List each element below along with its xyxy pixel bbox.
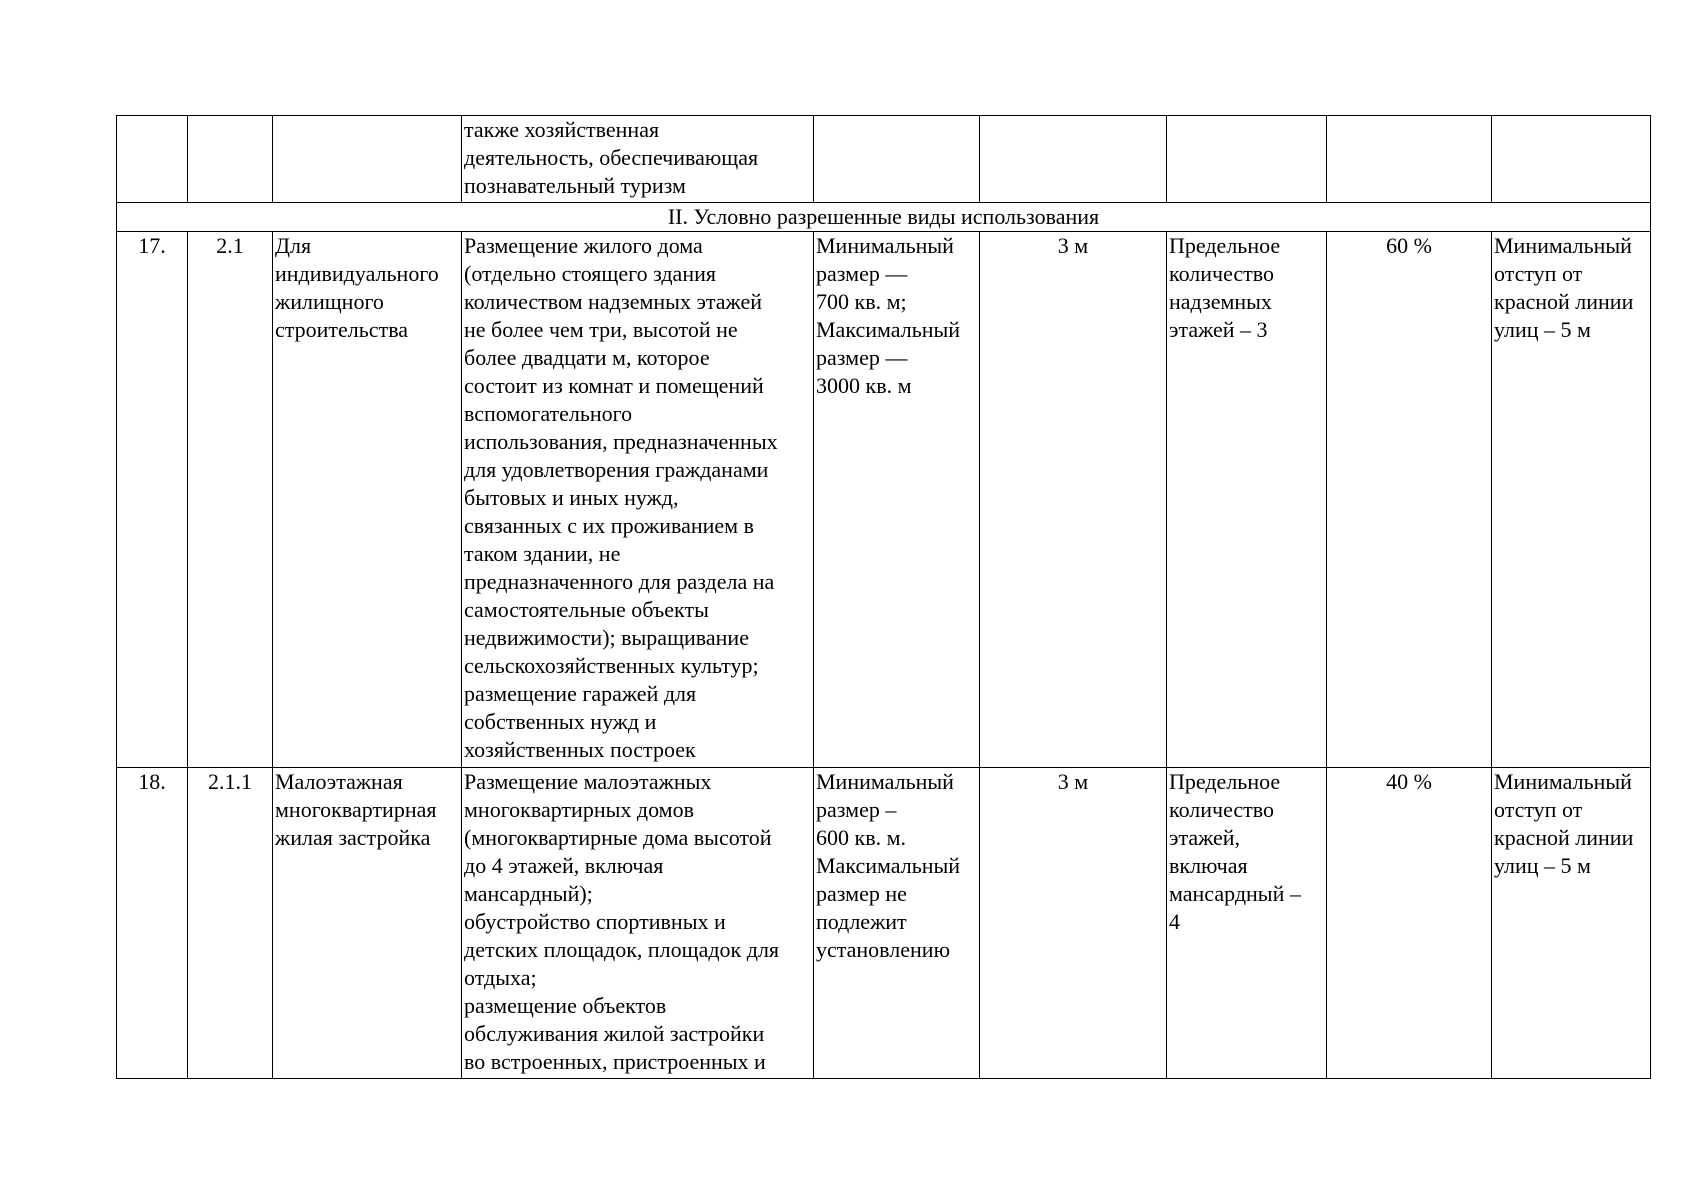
coverage-cell: 60 % [1327,232,1492,768]
row-number-cell: 17. [117,232,188,768]
other-cell: Минимальный отступ от красной линии улиц – 5 м [1492,232,1651,768]
coverage-cell: 40 % [1327,768,1492,1079]
name-cell: Для индивидуального жилищного строительства [273,232,462,768]
area-cell: Минимальный размер — 700 кв. м; Максимальный размер — 3000 кв. м [814,232,980,768]
code-cell: 2.1 [188,232,273,768]
description-cell: Размещение малоэтажных многоквартирных домов (многоквартирные дома высотой до 4 этажей, включая мансардный); обустройство спортивных и детских площадок, площадок для отдыха; размещение объектов обслуживания жилой застройки во встроенных, пристроенных и [462,768,814,1079]
floors-cell: Предельное количество этажей, включая мансардный – 4 [1167,768,1327,1079]
floors-cell: Предельное количество надземных этажей – 3 [1167,232,1327,768]
setback-cell: 3 м [980,232,1167,768]
continuation-row [117,116,1651,203]
description-cell: также хозяйственная деятельность, обеспечивающая познавательный туризм [462,116,814,203]
row-number-cell [117,116,188,203]
land-use-table [116,115,1651,1079]
coverage-cell [1327,116,1492,203]
description-cell: Размещение жилого дома (отдельно стоящего здания количеством надземных этажей не более чем три, высотой не более двадцати м, которое состоит из комнат и помещений вспомогательного использования, предназначенных для удовлетворения гражданами бытовых и иных нужд, связанных с их проживанием в таком здании, не предназначенного для раздела на самостоятельные объекты недвижимости); выращивание сельскохозяйственных культур; размещение гаражей для собственных нужд и хозяйственных построек [462,232,814,768]
row-number-cell: 18. [117,768,188,1079]
area-cell: Минимальный размер – 600 кв. м. Максимальный размер не подлежит установлению [814,768,980,1079]
name-cell: Малоэтажная многоквартирная жилая застройка [273,768,462,1079]
table-row [117,232,1651,768]
setback-cell [980,116,1167,203]
area-cell [814,116,980,203]
name-cell [273,116,462,203]
code-cell [188,116,273,203]
code-cell: 2.1.1 [188,768,273,1079]
section-title: II. Условно разрешенные виды использования [117,203,1651,232]
table-row [117,768,1651,1079]
other-cell [1492,116,1651,203]
section-header-row [117,203,1651,232]
other-cell: Минимальный отступ от красной линии улиц – 5 м [1492,768,1651,1079]
setback-cell: 3 м [980,768,1167,1079]
floors-cell [1167,116,1327,203]
